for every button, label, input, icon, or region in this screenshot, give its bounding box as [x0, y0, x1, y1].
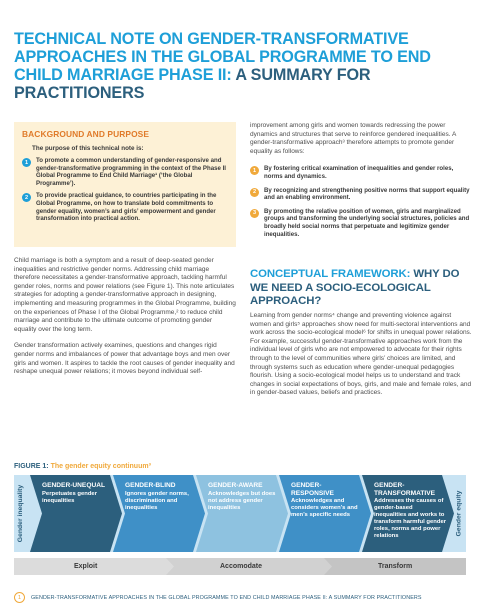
continuum-strip: [14, 558, 466, 575]
number-badge-3: 3: [250, 209, 259, 218]
segment-gender-responsive: [279, 475, 371, 552]
number-badge-1: 1: [22, 158, 31, 167]
heading-part-1: CONCEPTUAL FRAMEWORK:: [250, 268, 411, 280]
segment-title: GENDER-AWARE: [208, 482, 263, 489]
purpose-item-1: [22, 157, 228, 187]
axis-label-text: Gender equity: [455, 490, 463, 537]
figure-caption: [14, 463, 151, 470]
left-body-column: [14, 257, 236, 377]
approach-item-3: [250, 208, 472, 238]
segment-gender-blind: [113, 475, 205, 552]
segment-title: GENDER-TRANSFORMATIVE: [374, 482, 436, 497]
document-title: [14, 30, 466, 102]
gender-equity-continuum: [14, 475, 466, 552]
heading-part-2: WHY DO WE NEED A SOCIO-ECOLOGICAL APPROACH?: [250, 268, 460, 308]
axis-label-text: Gender inequality: [17, 484, 25, 543]
purpose-item-2: [22, 192, 228, 222]
strip-label-transform: Transform: [378, 563, 413, 570]
segment-gender-transformative: [362, 475, 454, 552]
background-purpose-box: [14, 122, 236, 247]
segment-title: GENDER-BLIND: [125, 482, 176, 489]
title-part-1: TECHNICAL NOTE ON GENDER-TRANSFORMATIVE APPROACHES IN THE GLOBAL PROGRAMME TO END CHILD MARRIAGE PHASE II:: [14, 30, 431, 84]
conceptual-body: [250, 312, 472, 398]
figure-title: The gender equity continuum³: [50, 463, 151, 470]
body-paragraph: Child marriage is both a symptom and a result of deep-seated gender inequalities and restrictive gender norms. Addressing child marriage therefore necessitates a gender-transformative approach, tackling harmful gender roles, norms and power relations (see Figure 1). This note articulates strategies for adopting a gender-transformative approach in designing, implementing and measuring programmes in the Global Programme, building on the experiences of Phase I of the Global Programme,² to reduce child marriage and contribute to the ultimate outcome of promoting gender equality over the long term.: [14, 257, 236, 333]
approach-item-text: By recognizing and strengthening positive norms that support equality and an enabling environment.: [264, 186, 470, 202]
body-paragraph: Learning from gender norms⁴ change and preventing violence against women and girls⁵ approaches show need for multi-sectoral interventions and work across the socio-ecological model⁶ for shifts in unequal power relations. For example, successful gender-transformative approaches work from the individual level of girls who are not empowered to advocate for their rights through to the level of communities where girls’ choices are limited, and through systems such as education where gender-unequal pedagogies flourish. Using a socio-ecological model helps us to understand and track changes in social expectations of boys, girls, and male and female roles, and in gender-based values, beliefs and practices.: [250, 312, 472, 397]
approach-item-2: [250, 187, 472, 202]
body-paragraph: improvement among girls and women towards redressing the power dynamics and structures that serve to reinforce gendered inequalities. A gender-transformative approach³ therefore attempts to promote gender equality as follows:: [250, 122, 456, 155]
title-part-2: A SUMMARY FOR PRACTITIONERS: [14, 66, 371, 102]
segment-title: GENDER-RESPONSIVE: [291, 482, 334, 497]
strip-label-exploit: Exploit: [74, 563, 98, 570]
background-intro: The purpose of this technical note is:: [32, 145, 144, 152]
purpose-item-text: To provide practical guidance, to countries participating in the Global Programme, on how to translate bold commitments to gender equality, women’s and girls’ empowerment and gender transformation into practical action.: [36, 192, 217, 223]
segment-gender-unequal: [30, 475, 122, 552]
segment-description: Acknowledges but does not address gender inequalities: [208, 490, 276, 511]
approach-item-1: [250, 165, 472, 180]
footer-text: GENDER-TRANSFORMATIVE APPROACHES IN THE GLOBAL PROGRAMME TO END CHILD MARRIAGE PHASE II: A SUMMARY FOR PRACTITIONERS: [31, 594, 422, 601]
segment-description: Perpetuates gender inequalities: [42, 490, 97, 504]
strip-label-accomodate: Accomodate: [220, 563, 263, 570]
segment-title: GENDER-UNEQUAL: [42, 482, 106, 489]
figure-label: FIGURE 1:: [14, 463, 49, 470]
number-badge-2: 2: [22, 193, 31, 202]
conceptual-framework-heading: [250, 268, 472, 309]
approach-item-text: By fostering critical examination of inequalities and gender roles, norms and dynamics.: [264, 165, 454, 180]
purpose-item-text: To promote a common understanding of gender-responsive and gender-transformative programming in the context of the Phase II Global Programme to End Child Marriage¹ (‘the Global Programme’).: [36, 157, 226, 187]
number-badge-1: 1: [250, 166, 259, 175]
page-footer: [14, 592, 466, 603]
axis-label-inequality: [14, 475, 28, 552]
segment-gender-aware: [196, 475, 288, 552]
number-badge-2: 2: [250, 188, 259, 197]
page-number: 1: [14, 592, 25, 603]
background-heading: BACKGROUND AND PURPOSE: [22, 129, 150, 139]
axis-label-equity: [452, 475, 466, 552]
approach-item-text: By promoting the relative position of women, girls and marginalized groups and transforming the underlying social structures, policies and broadly held social norms that perpetuate and legitimize gender inequalities.: [264, 207, 470, 238]
segment-description: Addresses the causes of gender-based inequalities and works to transform harmful gender roles, norms and power relations: [374, 498, 447, 540]
right-body-column: [250, 122, 472, 244]
segment-description: Ignores gender norms, discrimination and inequalities: [125, 490, 189, 511]
segment-description: Acknowledges and considers women’s and men’s specific needs: [291, 498, 358, 519]
approach-list: [250, 165, 472, 238]
body-paragraph: Gender transformation actively examines, questions and changes rigid gender norms and imbalances of power that advantage boys and men over girls and women. It aspires to tackle the root causes of gender inequality and reshape unequal power relations; it moves beyond individual self-: [14, 342, 235, 376]
